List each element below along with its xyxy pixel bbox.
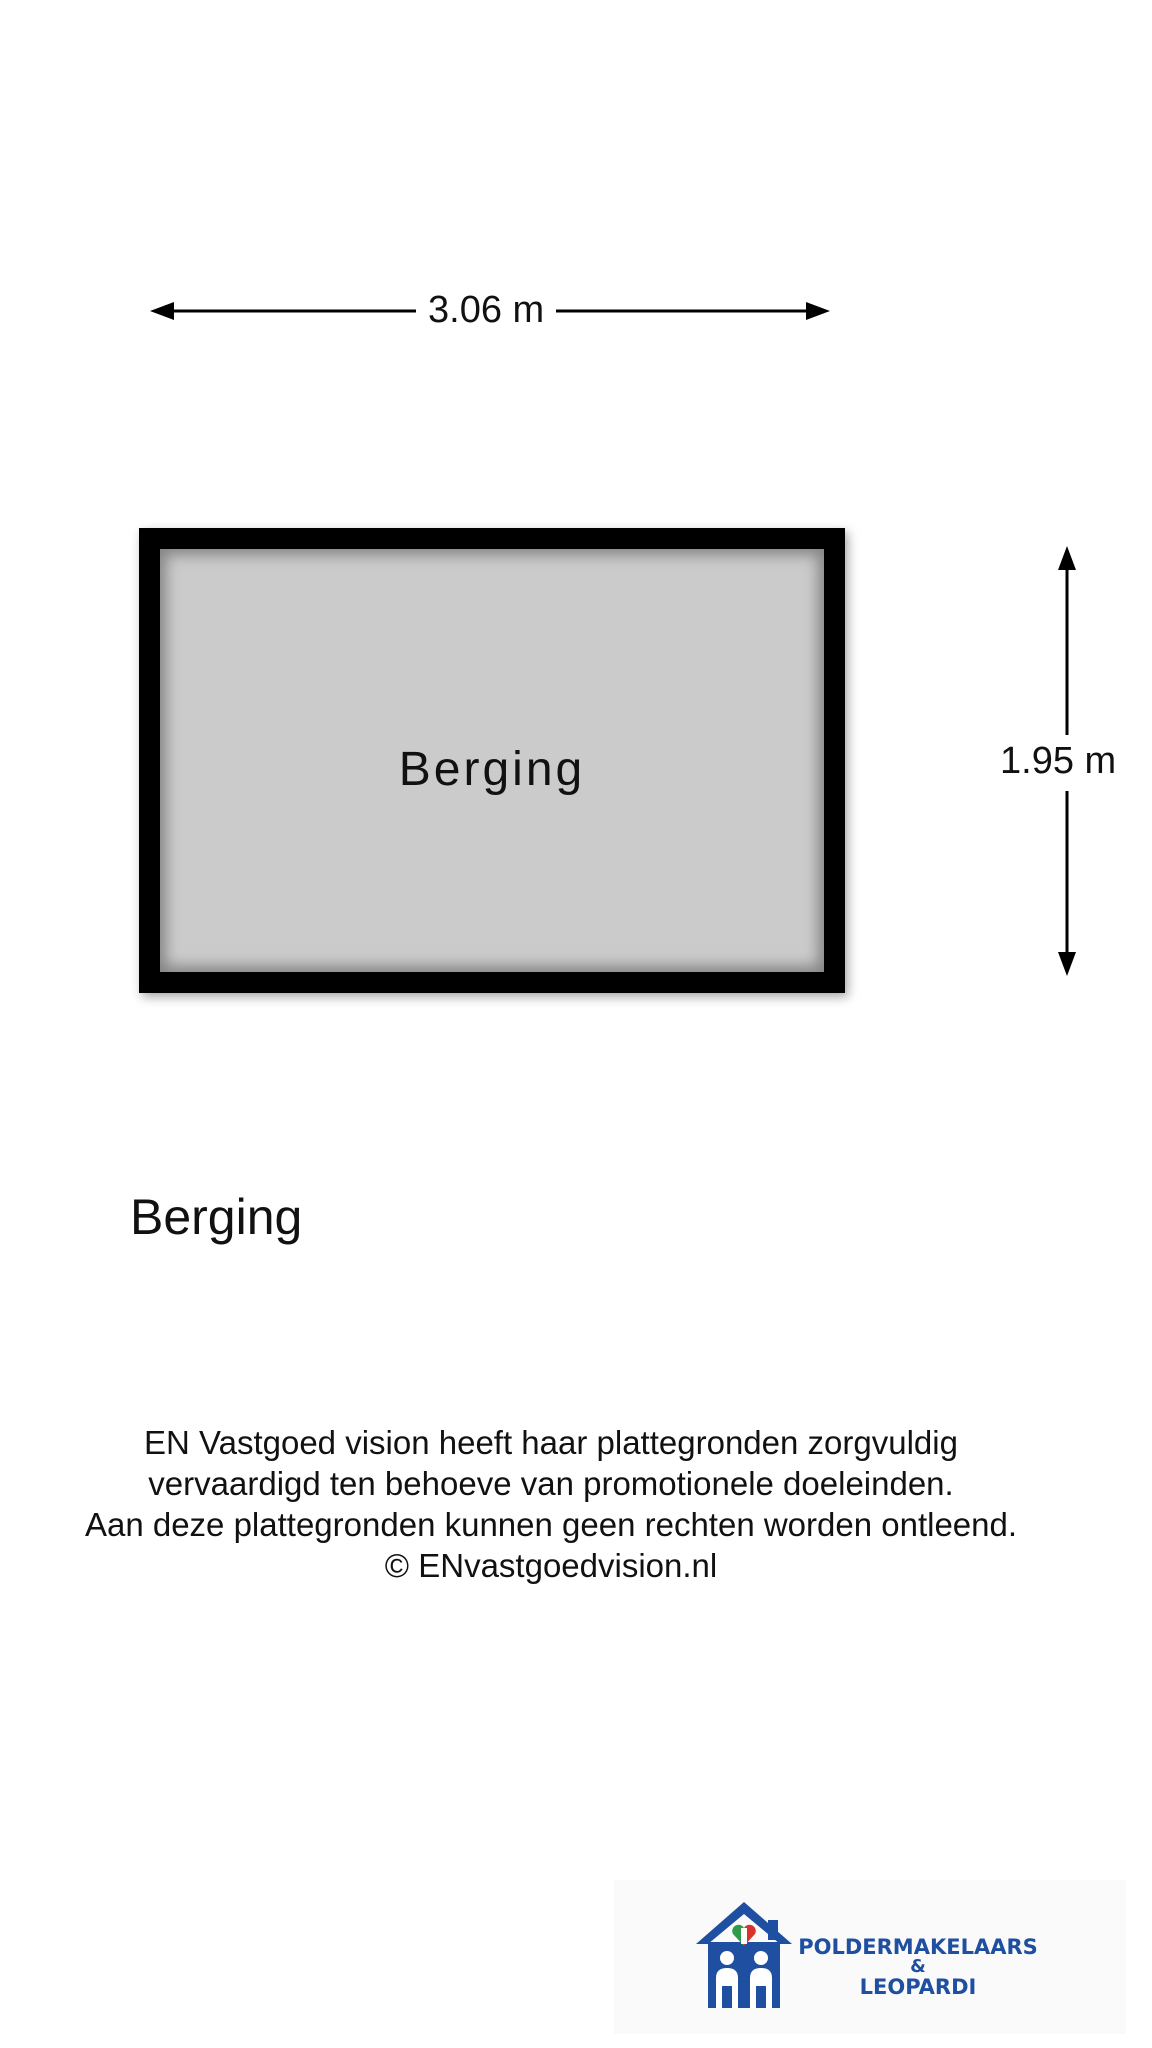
disclaimer [0,1422,1102,1586]
logo-line: POLDERMAKELAARS [798,1935,1038,1959]
logo-line: & [910,1956,926,1977]
room-berging [139,528,845,993]
logo [614,1880,1126,2034]
disclaimer-line: Aan deze plattegronden kunnen geen rechten worden ontleend. [84,1506,1018,1543]
disclaimer-line: EN Vastgoed vision heeft haar plattegronden zorgvuldig [144,1424,958,1461]
floor-title: Berging [130,1189,303,1245]
copyright-line: © ENvastgoedvision.nl [384,1547,718,1584]
height-dimension-label: 1.95 m [1000,740,1117,782]
logo-wordmark [788,1936,1048,1998]
logo-line: LEOPARDI [859,1975,977,1999]
room-label: Berging [398,743,586,796]
width-dimension-label: 3.06 m [416,291,556,329]
disclaimer-line: vervaardigd ten behoeve van promotionele doeleinden. [148,1465,954,1502]
house-logo-icon [694,1898,794,2010]
